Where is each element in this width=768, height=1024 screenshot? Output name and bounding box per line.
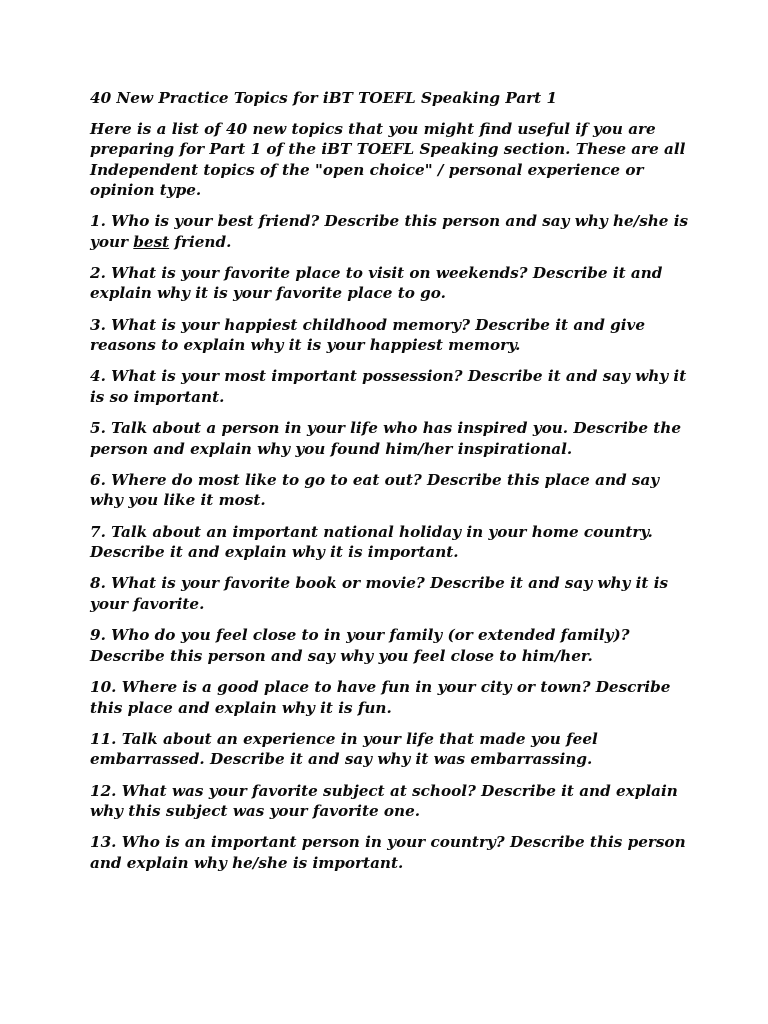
topic-item: 13. Who is an important person in your country? Describe this person and explain why he/she is important. <box>90 833 686 872</box>
topic-item: 11. Talk about an experience in your life that made you feel embarrassed. Describe it and say why it was embarrassing. <box>90 729 598 769</box>
topic-text: friend. <box>169 232 232 251</box>
topic-item: 10. Where is a good place to have fun in your city or town? Describe this place and explain why it is fun. <box>90 678 671 717</box>
topic-item: 3. What is your happiest childhood memory? Describe it and give reasons to explain why it is your happiest memory. <box>90 315 645 355</box>
underlined-word: best <box>133 232 170 251</box>
topic-item: 9. Who do you feel close to in your family (or extended family)? Describe this person and say why you feel close to him/her. <box>90 626 630 665</box>
topic-item <box>90 211 690 252</box>
intro-paragraph: Here is a list of 40 new topics that you might find useful if you are preparing for Part 1 of the iBT TOEFL Speaking section. These are all Independent topics of the "open choice" / personal experience or opinion type. <box>90 119 686 200</box>
document-body <box>90 88 690 884</box>
topic-item: 2. What is your favorite place to visit on weekends? Describe it and explain why it is your favorite place to go. <box>90 263 663 303</box>
topic-item: 7. Talk about an important national holiday in your home country. Describe it and explain why it is important. <box>90 522 653 562</box>
topic-item: 4. What is your most important possession? Describe it and say why it is so important. <box>90 367 687 406</box>
topic-text: 1. Who is your best friend? Describe this person and say why he/she is your <box>90 211 689 251</box>
document-title: 40 New Practice Topics for iBT TOEFL Speaking Part 1 <box>90 89 558 107</box>
topic-item: 8. What is your favorite book or movie? Describe it and say why it is your favorite. <box>90 574 669 614</box>
topic-item: 5. Talk about a person in your life who has inspired you. Describe the person and explain why you found him/her inspirational. <box>90 419 682 458</box>
topic-item: 12. What was your favorite subject at school? Describe it and explain why this subject was your favorite one. <box>90 781 678 821</box>
topic-item: 6. Where do most like to go to eat out? Describe this place and say why you like it most. <box>90 470 660 510</box>
